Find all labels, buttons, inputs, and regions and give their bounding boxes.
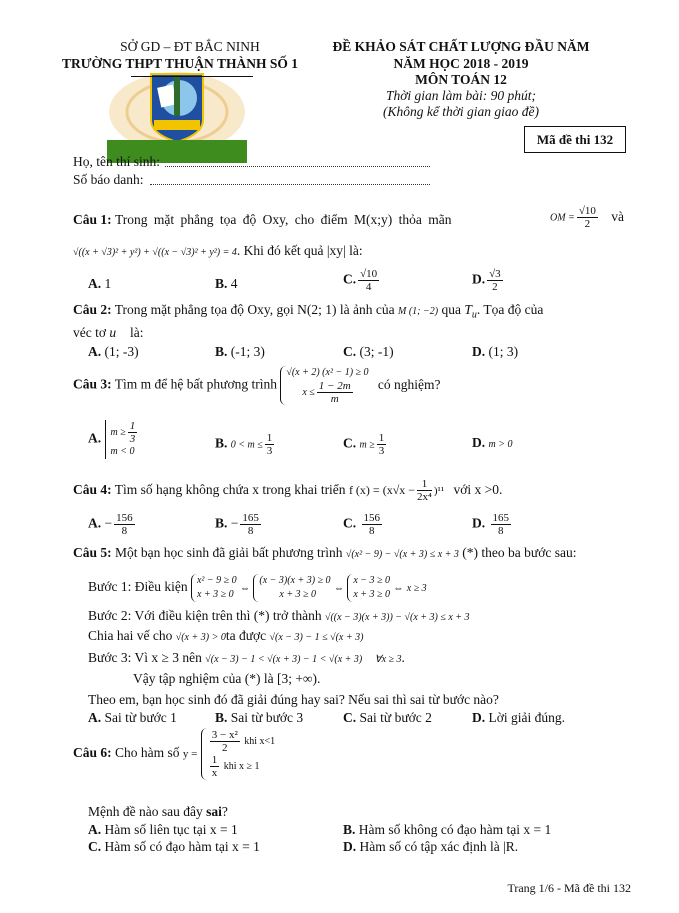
q1-line2: [73, 243, 363, 261]
answer-option[interactable]: A. Sai từ bước 1: [88, 710, 177, 725]
q5-step-2: Bước 2: Với điều kiện trên thì (*) trở thành √((x − 3)(x + 3)) − √(x + 3) ≤ x + 3: [88, 608, 470, 623]
q5-step-3: Bước 3: Vì x ≥ 3 nên √(x − 3) − 1 < √(x + 3) − 1 < √(x + 3) ∀x ≥ 3.: [88, 650, 405, 665]
answer-option[interactable]: A. (1; -3): [88, 344, 139, 359]
exam-time: Thời gian làm bài: 90 phút;: [385, 88, 537, 103]
exam-code-box: Mã đề thi 132: [524, 126, 626, 153]
question-1: [73, 212, 451, 228]
school-name: TRƯỜNG THPT THUẬN THÀNH SỐ 1: [62, 56, 298, 71]
question-2: Câu 2: Trong mặt phẳng tọa độ Oxy, gọi N(2; 1) là ảnh của M (1; −2) qua $T_u$. Tọa độ của: [73, 302, 544, 321]
candidate-id-label: Số báo danh:: [73, 172, 144, 187]
answer-option[interactable]: B. 4: [215, 276, 238, 291]
answer-option[interactable]: C. Hàm số có đạo hàm tại x = 1: [88, 839, 260, 854]
q5-conclusion: Vậy tập nghiệm của (*) là [3; +∞).: [133, 671, 321, 686]
inequality-system: √(x + 2) (x² − 1) ≥ 0 x ≤ $\frac{1 - 2m}{m}$: [280, 366, 368, 405]
q5-question: Theo em, bạn học sinh đó đã giải đúng hay sai? Nếu sai thì sai từ bước nào?: [88, 692, 499, 707]
candidate-name-field[interactable]: [165, 166, 430, 167]
department-name: SỞ GD – ĐT BẮC NINH: [120, 39, 260, 54]
q5-divide: Chia hai vế cho √(x + 3) > 0ta được √(x − 3) − 1 ≤ √(x + 3): [88, 628, 364, 643]
question-label: Câu 1:: [73, 212, 112, 227]
q1-om-formula: OM = $\frac{√10}{2}$ và: [550, 205, 624, 230]
question-text: Trong mặt phẳng tọa độ Oxy, cho điểm M(x;y) thỏa mãn: [115, 212, 452, 227]
answer-option[interactable]: B. 0 < m ≤ $\frac{1}{3}$: [215, 432, 273, 457]
answer-option[interactable]: B. − $\frac{165}{8}$: [215, 512, 259, 537]
answer-option[interactable]: D. m > 0: [472, 435, 513, 450]
answer-option[interactable]: C. $\frac{√10}{4}$: [343, 268, 378, 293]
answer-option[interactable]: A. m ≥ $\frac{1}{3}$ m < 0: [88, 420, 139, 459]
header-divider: [131, 76, 253, 77]
answer-option[interactable]: A. Hàm số liên tục tại x = 1: [88, 822, 238, 837]
question-4: Câu 4: Tìm số hạng không chứa x trong khai triển f (x) = (x√x − $\frac{1}{\text{2x⁴}}$ )¹¹ với x >0.: [73, 478, 503, 504]
answer-option[interactable]: C. $\frac{156}{8}$: [343, 512, 380, 537]
candidate-name-label: Họ, tên thí sinh:: [73, 154, 160, 169]
answer-option[interactable]: D. Lời giải đúng.: [472, 710, 566, 725]
school-logo: [107, 72, 247, 163]
question-5: Câu 5: Một bạn học sinh đã giải bất phương trình √(x² − 9) − √(x + 3) ≤ x + 3 (*) theo ba bước sau:: [73, 545, 577, 560]
answer-option[interactable]: D. $\frac{165}{8}$: [472, 512, 509, 537]
answer-option[interactable]: C. m ≥ $\frac{1}{3}$: [343, 432, 385, 457]
question-3: Câu 3: Tìm m để hệ bất phương trình √(x + 2) (x² − 1) ≥ 0 x ≤ $\frac{1 - 2m}{m}$ có nghiệm?: [73, 367, 441, 405]
answer-option[interactable]: D. $\frac{√3}{2}$: [472, 268, 501, 293]
answer-option[interactable]: A. − $\frac{156}{8}$: [88, 512, 133, 537]
answer-option[interactable]: B. (-1; 3): [215, 344, 265, 359]
answer-option[interactable]: D. Hàm số có tập xác định là |R.: [343, 839, 519, 854]
q5-step-1: Bước 1: Điều kiện x² − 9 ≥ 0 x + 3 ≥ 0 ⇔ (x − 3)(x + 3) ≥ 0 x + 3 ≥ 0 ⇔ x − 3 ≥ 0 x + 3 ≥ 0 ⇔ x ≥ 3: [88, 574, 427, 600]
exam-title: ĐỀ KHẢO SÁT CHẤT LƯỢNG ĐẦU NĂM: [332, 39, 590, 54]
question-6: Câu 6: Cho hàm số y = $\frac{\text{3 − x²}}{2}$ khi x<1 $\frac{1}{x}$ khi x ≥ 1: [73, 729, 276, 779]
question-text: . Khi đó kết quả |xy| là:: [236, 243, 363, 258]
answer-option[interactable]: D. (1; 3): [472, 344, 519, 359]
exam-time-note: (Không kể thời gian giao đề): [382, 104, 540, 119]
answer-option[interactable]: C. (3; -1): [343, 344, 394, 359]
answer-option[interactable]: C. Sai từ bước 2: [343, 710, 432, 725]
school-year: NĂM HỌC 2018 - 2019: [393, 56, 529, 71]
q1-equation: √((x + √3)² + y²) + √((x − √3)² + y²) = 4: [73, 247, 237, 258]
page-footer: Trang 1/6 - Mã đề thi 132: [507, 881, 631, 895]
q6-question: Mệnh đề nào sau đây sai?: [88, 804, 228, 819]
q2-line2: véc tơ u⃗ là:: [73, 325, 144, 340]
answer-option[interactable]: B. Sai từ bước 3: [215, 710, 304, 725]
answer-option[interactable]: A. 1: [88, 276, 112, 291]
answer-option[interactable]: B. Hàm số không có đạo hàm tại x = 1: [343, 822, 552, 837]
subject: MÔN TOÁN 12: [415, 72, 507, 87]
candidate-id-field[interactable]: [150, 184, 430, 185]
